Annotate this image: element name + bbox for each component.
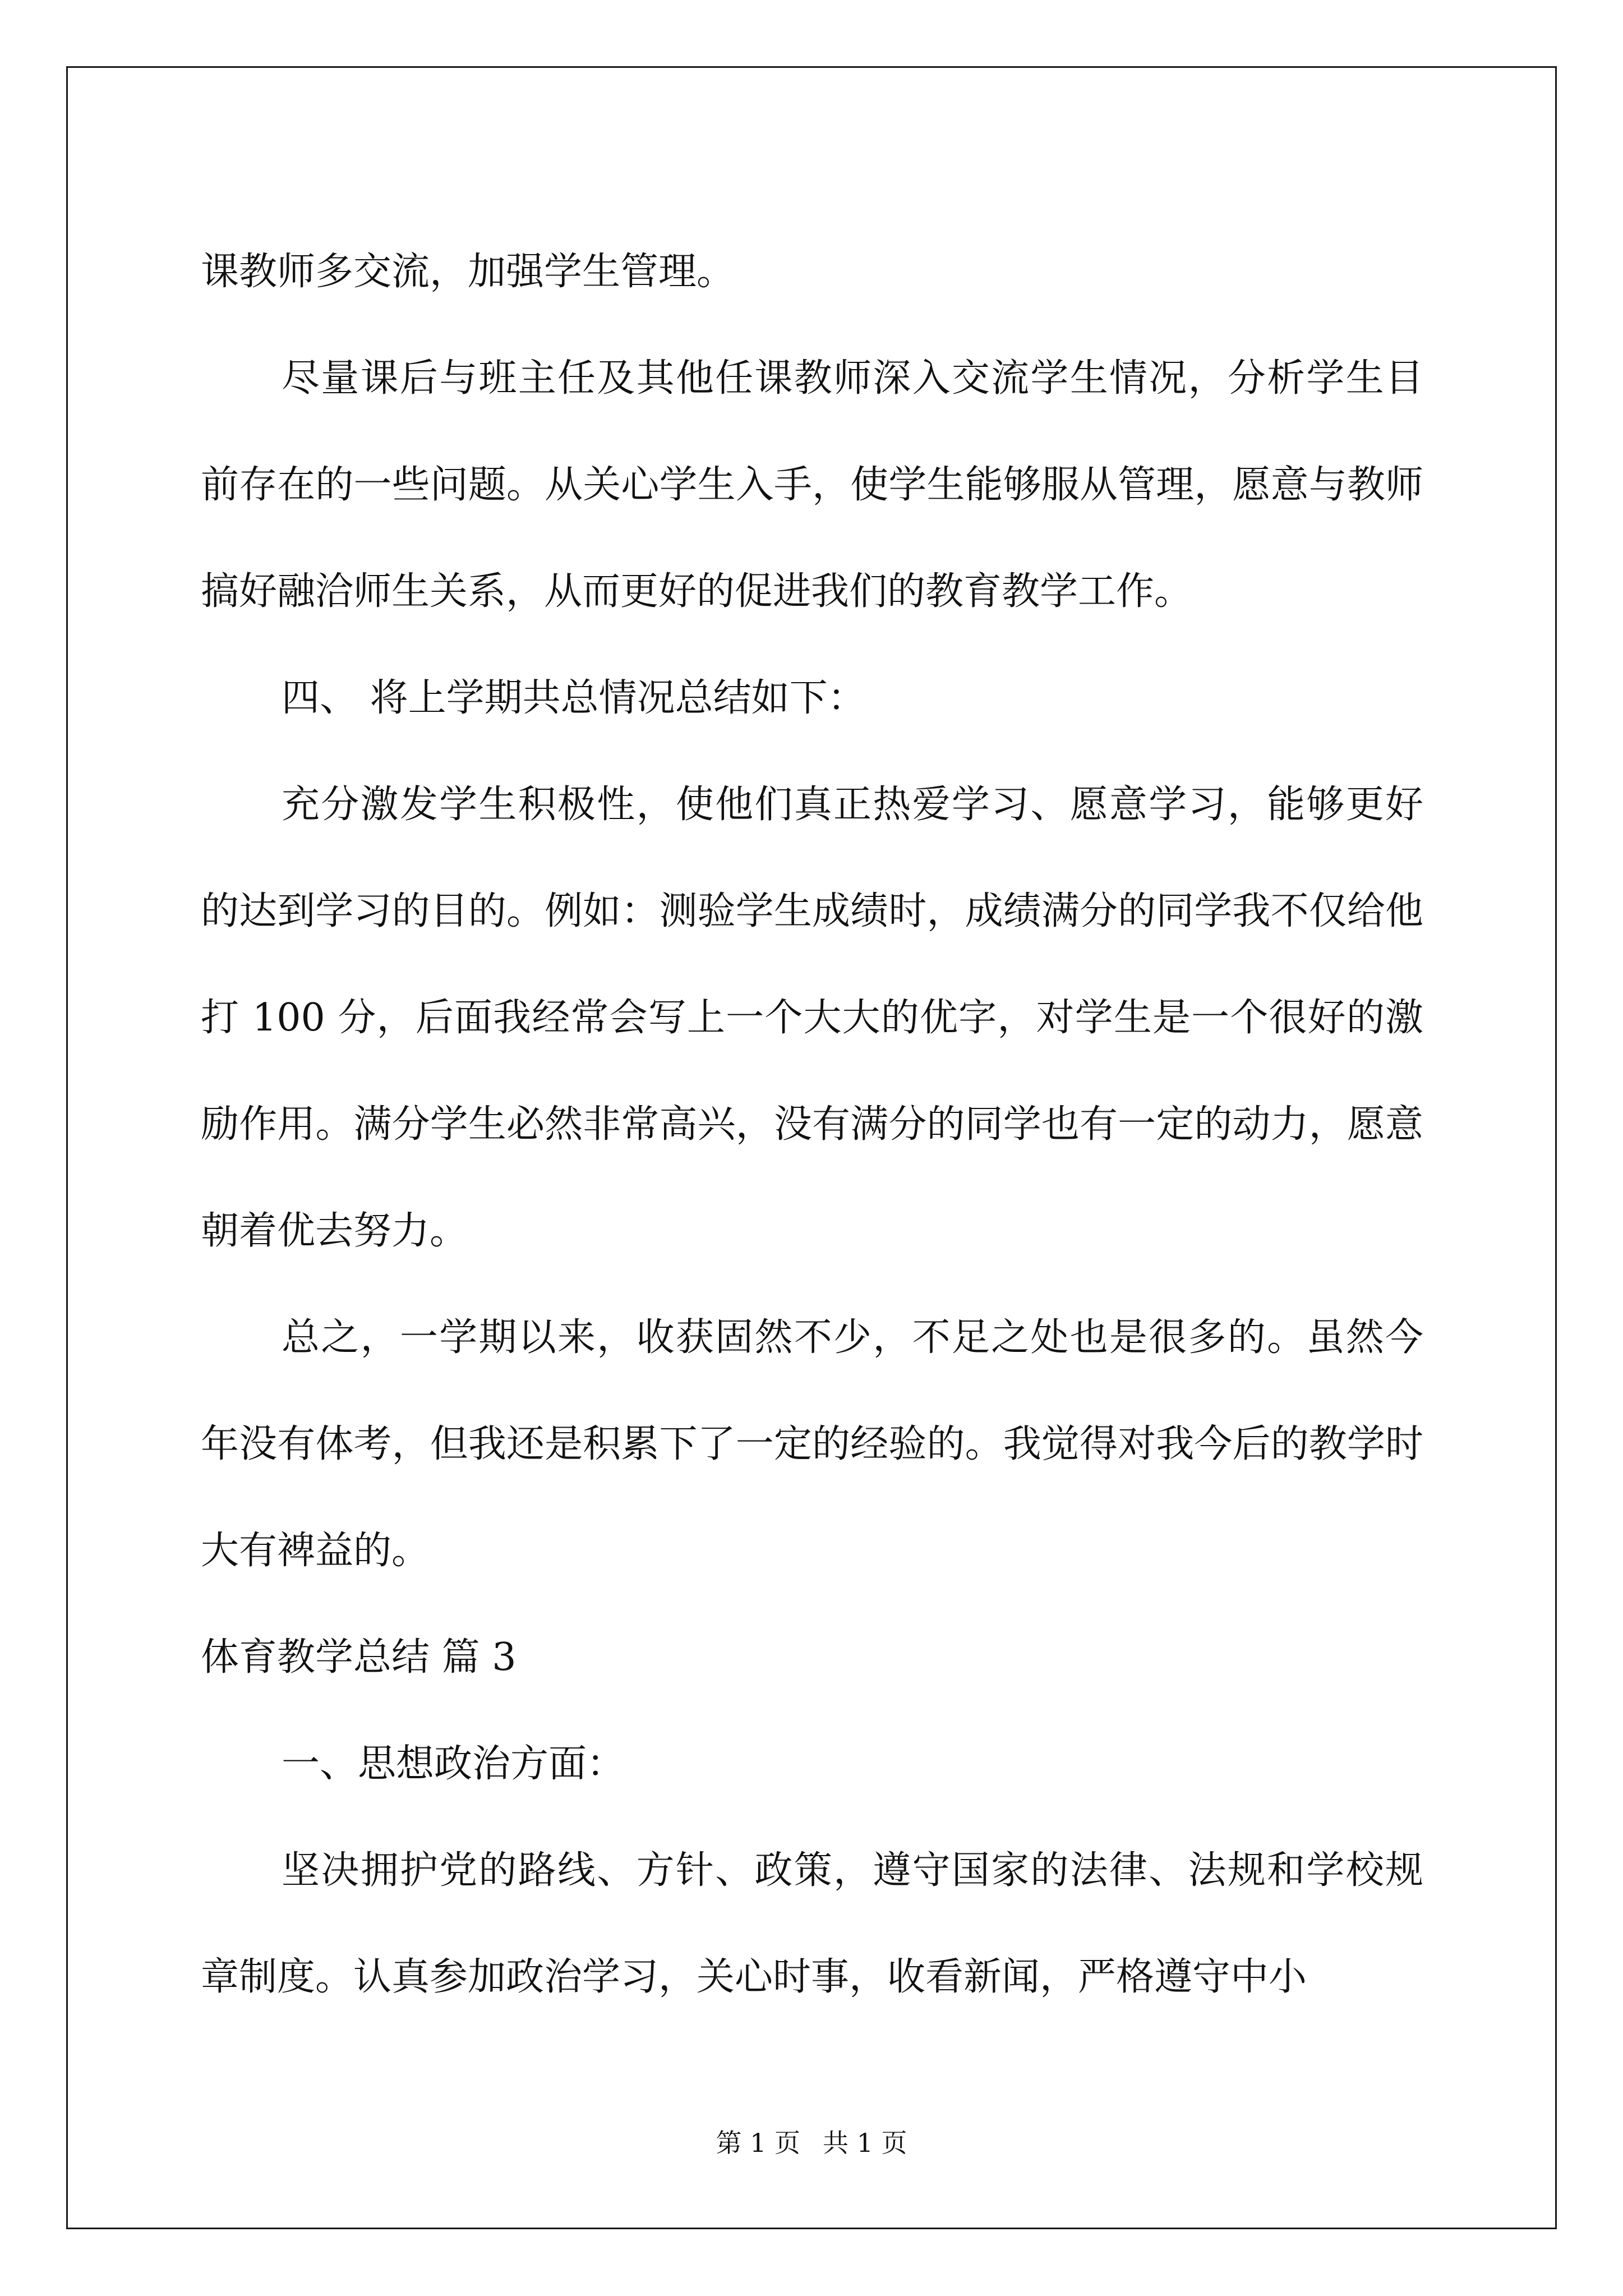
paragraph-8: 坚决拥护党的路线、方针、政策，遵守国家的法律、法规和学校规章制度。认真参加政治学习，关心时事，收看新闻，严格遵守中小: [201, 1848, 1423, 1999]
page-footer: [0, 2126, 1623, 2160]
paragraph-1: 课教师多交流，加强学生管理。: [201, 250, 735, 294]
document-body: [201, 219, 1423, 2031]
page-total: 共 1 页: [823, 2128, 907, 2158]
section-heading-one: 一、思想政治方面：: [282, 1742, 625, 1786]
paragraph-4: 充分激发学生积极性，使他们真正热爱学习、愿意学习，能够更好的达到学习的目的。例如：测验学生成绩时，成绩满分的同学我不仅给他打 100 分，后面我经常会写上一个大大的优字，对学生是一个很好的激励作用。满分学生必然非常高兴，没有满分的同学也有一定的动力，愿意朝着优去努力。: [201, 783, 1423, 1253]
article-title: 体育教学总结 篇 3: [201, 1635, 517, 1680]
paragraph-5: 总之，一学期以来，收获固然不少，不足之处也是很多的。虽然今年没有体考，但我还是积累下了一定的经验的。我觉得对我今后的教学时大有裨益的。: [201, 1315, 1423, 1573]
paragraph-2: 尽量课后与班主任及其他任课教师深入交流学生情况，分析学生目前存在的一些问题。从关心学生入手，使学生能够服从管理，愿意与教师搞好融洽师生关系，从而更好的促进我们的教育教学工作。: [201, 356, 1423, 614]
section-heading-four: 四、 将上学期共总情况总结如下：: [282, 676, 866, 720]
page-number: 第 1 页: [716, 2128, 800, 2158]
